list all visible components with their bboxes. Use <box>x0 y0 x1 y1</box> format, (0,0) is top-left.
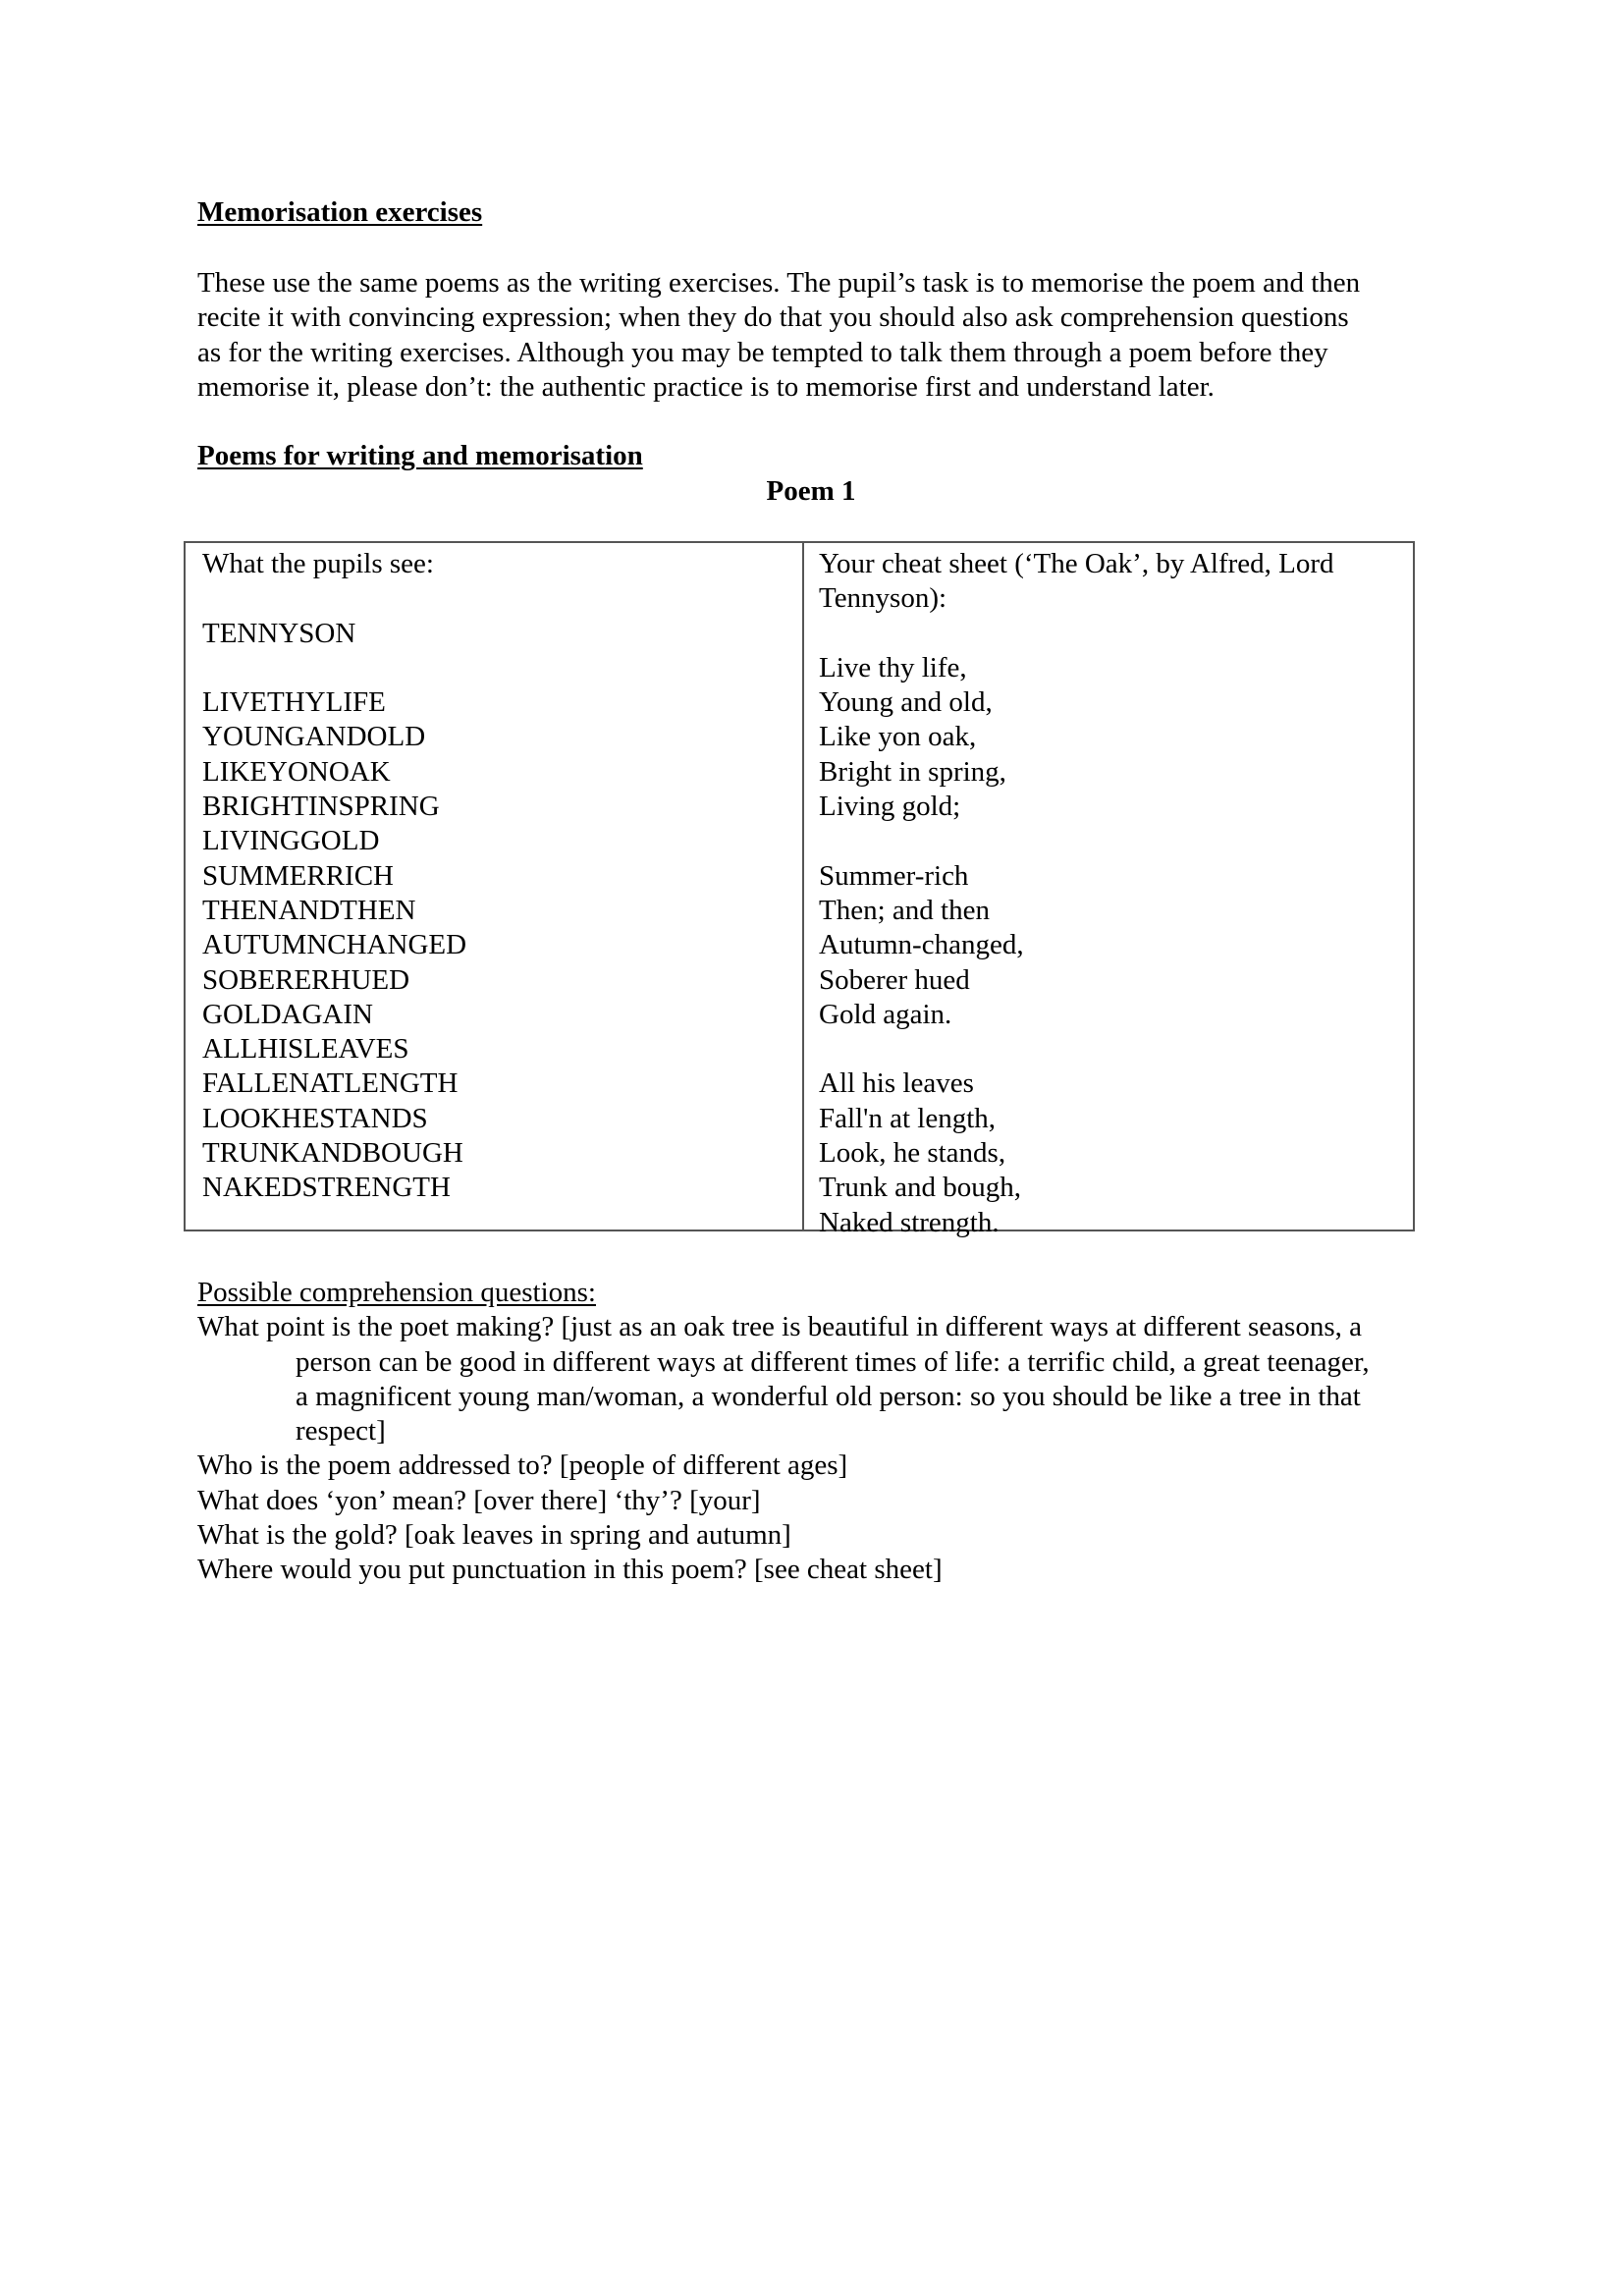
question-item: Where would you put punctuation in this poem? [see cheat sheet] <box>197 1554 943 1586</box>
intro-line: as for the writing exercises. Although you may be tempted to talk them through a poem before they <box>197 336 1328 368</box>
caps-line: FALLENATLENGTH <box>202 1067 459 1100</box>
poem-line: All his leaves <box>819 1067 974 1100</box>
spacer <box>202 651 466 685</box>
poem-line: Living gold; <box>819 791 961 823</box>
comprehension-questions <box>197 1276 1370 1588</box>
intro-paragraph <box>197 266 1360 405</box>
pupil-view-column <box>202 547 466 1206</box>
question-continuation: a magnificent young man/woman, a wonderful old person: so you should be like a tree in that <box>296 1380 1361 1412</box>
section-heading: Poems for writing and memorisation <box>197 440 643 471</box>
question-item: Who is the poem addressed to? [people of different ages] <box>197 1449 848 1482</box>
intro-line: memorise it, please don’t: the authentic practice is to memorise first and understand later. <box>197 370 1215 403</box>
poem-title: Poem 1 <box>766 475 856 507</box>
poem-line: Gold again. <box>819 998 952 1030</box>
caps-line: GOLDAGAIN <box>202 998 373 1030</box>
column-header: Your cheat sheet (‘The Oak’, by Alfred, Lord <box>819 548 1334 579</box>
spacer <box>819 824 1334 858</box>
poem-line: Summer-rich <box>819 859 969 892</box>
poem-line: Live thy life, <box>819 651 967 683</box>
column-divider <box>802 543 804 1230</box>
spacer <box>819 617 1334 651</box>
column-header: Tennyson): <box>819 582 947 615</box>
poem-line: Trunk and bough, <box>819 1172 1021 1204</box>
page-title: Memorisation exercises <box>197 196 483 228</box>
poem-line: Young and old, <box>819 686 993 719</box>
caps-line: TRUNKANDBOUGH <box>202 1137 463 1170</box>
poem-table <box>184 541 1415 1238</box>
column-header: What the pupils see: <box>202 548 434 579</box>
caps-line: BRIGHTINSPRING <box>202 791 440 823</box>
poem-line: Bright in spring, <box>819 755 1006 788</box>
poem-line: Look, he stands, <box>819 1137 1006 1170</box>
caps-line: SUMMERRICH <box>202 859 394 892</box>
poem-line: Autumn-changed, <box>819 929 1024 961</box>
caps-line: AUTUMNCHANGED <box>202 929 467 961</box>
intro-line: recite it with convincing expression; when they do that you should also ask comprehension questions <box>197 301 1349 334</box>
caps-line: THENANDTHEN <box>202 894 416 926</box>
intro-line: These use the same poems as the writing exercises. The pupil’s task is to memorise the poem and then <box>197 267 1361 299</box>
question-item: What point is the poet making? [just as an oak tree is beautiful in different ways at different seasons, a <box>197 1311 1362 1343</box>
caps-line: LOOKHESTANDS <box>202 1102 428 1134</box>
question-item: What does ‘yon’ mean? [over there] ‘thy’? [your] <box>197 1484 761 1516</box>
poem-line: Fall'n at length, <box>819 1102 997 1134</box>
question-continuation: person can be good in different ways at different times of life: a terrific child, a great teenager, <box>296 1345 1370 1378</box>
caps-line: ALLHISLEAVES <box>202 1033 409 1066</box>
caps-line: LIVINGGOLD <box>202 825 380 857</box>
spacer <box>202 581 466 616</box>
cheat-sheet-column <box>819 547 1334 1240</box>
poem-line: Then; and then <box>819 894 990 926</box>
question-continuation: respect] <box>296 1415 386 1448</box>
question-item: What is the gold? [oak leaves in spring and autumn] <box>197 1519 791 1552</box>
poem-author-caps: TENNYSON <box>202 617 356 649</box>
caps-line: SOBERERHUED <box>202 963 410 996</box>
questions-heading: Possible comprehension questions: <box>197 1277 596 1308</box>
poem-line: Soberer hued <box>819 963 970 996</box>
poem-line: Naked strength. <box>819 1206 1000 1238</box>
caps-line: NAKEDSTRENGTH <box>202 1172 451 1204</box>
caps-line: LIKEYONOAK <box>202 755 391 788</box>
spacer <box>819 1032 1334 1066</box>
caps-line: YOUNGANDOLD <box>202 721 426 753</box>
caps-line: LIVETHYLIFE <box>202 686 386 719</box>
poem-line: Like yon oak, <box>819 721 977 753</box>
